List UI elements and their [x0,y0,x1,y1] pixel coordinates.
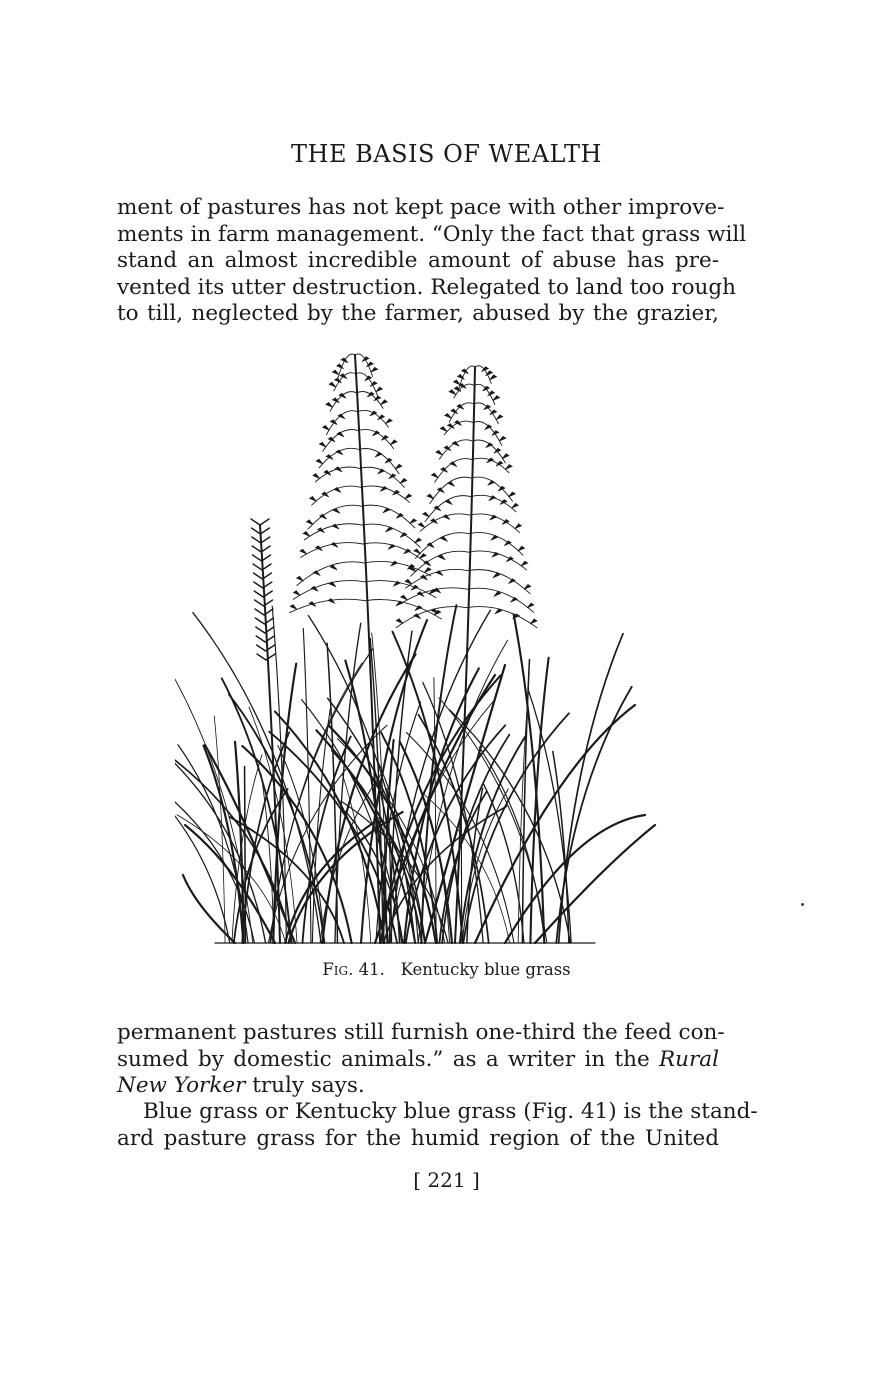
text-line: vented its utter destruction. Relegated to land too rough [117,274,736,300]
italic-text: New Yorker [117,1073,246,1098]
paragraph-3 [117,1099,758,1152]
text-line: Blue grass or Kentucky blue grass (Fig. 41) is the stand- [143,1099,758,1124]
text-line: permanent pastures still furnish one-third the feed con- [117,1020,725,1045]
text-line: stand an almost incredible amount of abuse has pre- [117,248,719,273]
figure-caption-text: Kentucky blue grass [400,960,571,979]
page-number: [ 221 ] [413,1168,480,1192]
figure-label: Fig. 41. [322,960,385,979]
italic-text: Rural [658,1046,719,1072]
running-head: THE BASIS OF WEALTH [291,140,602,168]
speck [801,903,804,906]
paragraph-2 [117,1020,725,1100]
paragraph-1 [117,195,747,328]
text-line [117,1073,719,1100]
text-line [117,1047,719,1074]
text-line: ment of pastures has not kept pace with other improve- [117,195,725,220]
text-line: ard pasture grass for the humid region of the United [117,1125,719,1151]
text-line: to till, neglected by the farmer, abused by the grazier, [117,301,719,326]
kentucky-blue-grass-illustration [175,345,675,950]
text-line: ments in farm management. “Only the fact that grass will [117,221,747,247]
figure-caption [0,960,893,979]
text-run: truly says. [252,1073,365,1098]
text-run: sumed by domestic animals.” as a writer in the [117,1046,650,1072]
